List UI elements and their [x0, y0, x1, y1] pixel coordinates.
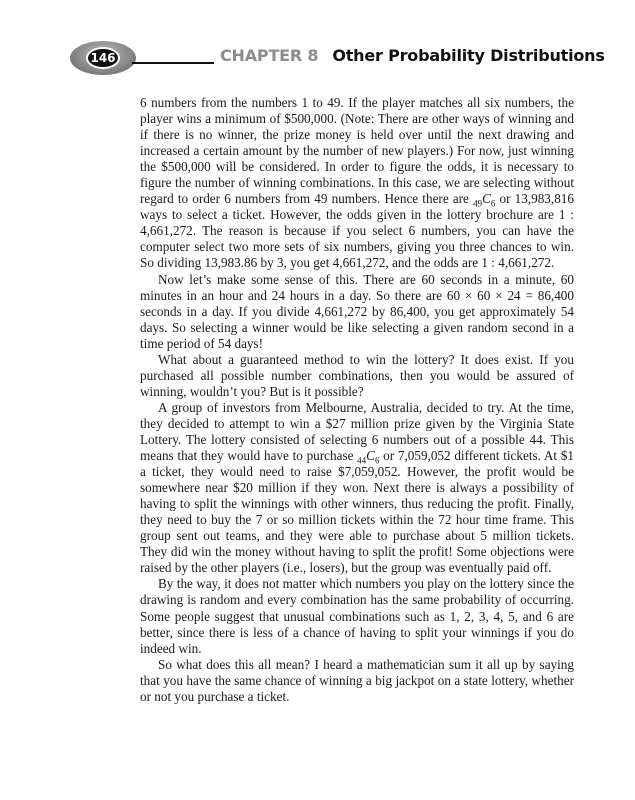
paragraph-text: A group of investors from Melbourne, Australia, decided to try. At the time, they decided to attempt to win a $27 million prize given by the Virginia State Lottery. The lottery consisted of selecting 6 numbers out of a possible 44. This means that they would have to purchase: [140, 399, 574, 464]
paragraph: [140, 95, 574, 272]
paragraph-text: So what does this all mean? I heard a mathematician sum it all up by saying that you have the same chance of winning a big jackpot on a state lottery, whether or not you purchase a ticket.: [140, 656, 574, 704]
chapter-label: CHAPTER 8: [220, 46, 319, 65]
paragraph: [140, 576, 574, 656]
paragraph: [140, 272, 574, 352]
paragraph-text: Now let’s make some sense of this. There are 60 seconds in a minute, 60 minutes in an hour and 24 hours in a day. So there are 60 × 60 × 24 = 86,400 seconds in a day. If you divide 4,661,272 by 86,400, you get approximately 54 days. So selecting a winner would be like selecting a given random second in a time period of 54 days!: [140, 271, 574, 351]
paragraph-text: 6 numbers from the numbers 1 to 49. If the player matches all six numbers, the player wins a minimum of $500,000. (Note: There are other ways of winning and if there is no winner, the prize money is held over until the next drawing and increased a certain amount by the number of new players.) For now, just winning the $500,000 will be considered. In order to figure the odds, it is necessary to figure the number of winning combinations. In this case, we are selecting without regard to order 6 numbers from 49 numbers. Hence there are: [140, 95, 574, 207]
page-number: 146: [86, 47, 120, 69]
running-head: [220, 46, 605, 65]
chapter-title: Other Probability Distributions: [332, 46, 605, 65]
paragraph-text: or 7,059,052 different tickets. At $1 a ticket, they would need to raise $7,059,052. However, the profit would be somewhere near $20 million if they won. Next there is always a possibility of having to split the winnings with other winners, thus reducing the profit. Finally, they need to buy the 7 or so million tickets within the 72 hour time frame. This group sent out teams, and they were able to purchase about 5 million tickets. They did win the money without having to split the profit! Some objections were raised by the other players (i.e., losers), but the group was eventually paid off.: [140, 448, 574, 576]
page-header: [0, 0, 635, 90]
paragraph-text: By the way, it does not matter which numbers you play on the lottery since the drawing is random and every combination has the same probability of occurring. Some people suggest that unusual combinations such as 1, 2, 3, 4, 5, and 6 are better, since there is less of a chance of having to split your winnings if you do indeed win.: [140, 576, 574, 656]
paragraph: [140, 657, 574, 705]
header-rule: [132, 62, 214, 64]
combination-notation: $_{49}C_6$: [473, 191, 496, 209]
paragraph: [140, 400, 574, 577]
combination-notation: $_{44}C_6$: [357, 448, 380, 466]
paragraph-text: What about a guaranteed method to win the lottery? It does exist. If you purchased all possible number combinations, then you would be assured of winning, wouldn’t you? But is it possible?: [140, 351, 574, 399]
paragraph-text: or 13,983,816 ways to select a ticket. However, the odds given in the lottery brochure are 1 : 4,661,272. The reason is because if you select 6 numbers, you can have the computer select two more sets of six numbers, giving you three chances to win. So dividing 13,983.86 by 3, you get 4,661,272, and the odds are 1 : 4,661,272.: [140, 191, 574, 271]
body-text: [140, 95, 574, 705]
paragraph: [140, 352, 574, 400]
